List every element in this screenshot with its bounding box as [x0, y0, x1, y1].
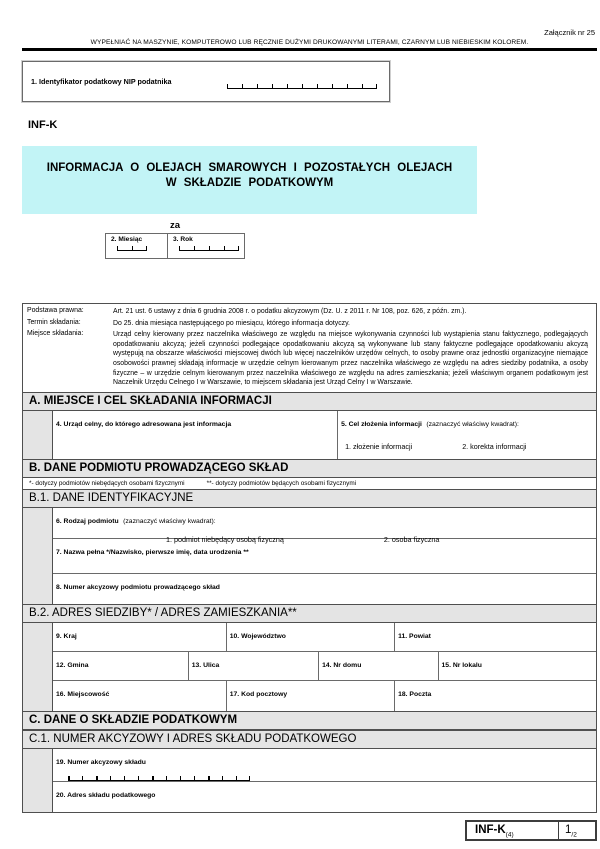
field-10-label: 10. Województwo: [229, 632, 286, 640]
month-label: 2. Miesiąc: [111, 236, 143, 243]
field-19-label: 19. Numer akcyzowy składu: [56, 758, 146, 766]
footer-page-current: 1: [565, 823, 572, 836]
section-b1-header: B.1. DANE IDENTYFIKACYJNE: [23, 489, 596, 508]
field-5-label: 5. Cel złożenia informacji: [341, 420, 422, 428]
section-b2-body: [23, 623, 596, 711]
section-a-header: A. MIEJSCE I CEL SKŁADANIA INFORMACJI: [23, 392, 596, 411]
field-11-label: 11. Powiat: [398, 632, 431, 640]
month-field[interactable]: [106, 234, 168, 258]
section-b2-gutter: [23, 623, 53, 711]
section-b1-gutter: [23, 508, 53, 604]
field-14-label: 14. Nr domu: [322, 661, 362, 669]
form-sheet: [22, 0, 597, 841]
field-17-label: 17. Kod pocztowy: [229, 690, 288, 698]
footer-form-version: (4): [505, 831, 514, 839]
section-c1-body: [23, 749, 596, 812]
year-field[interactable]: [168, 234, 239, 258]
field-19-warehouse-excise-number: [53, 749, 596, 781]
field-9-country[interactable]: [53, 623, 227, 651]
option-submission[interactable]: 1. złożenie informacji: [345, 441, 413, 451]
filing-place-label: Miejsce składania:: [27, 330, 84, 338]
field-18-post-office[interactable]: [395, 681, 596, 711]
period-box: [105, 233, 245, 259]
field-5-purpose: [338, 411, 596, 459]
footer-page-total: /2: [571, 831, 577, 839]
footer-page-number: [559, 822, 595, 839]
form-code: INF-K: [28, 119, 58, 131]
field-6-label: 6. Rodzaj podmiotu: [56, 517, 119, 525]
footer-form-code: [467, 822, 559, 839]
field-10-voivodeship[interactable]: [227, 623, 395, 651]
form-title-line2: W SKŁADZIE PODATKOWYM: [165, 177, 334, 189]
legal-basis-label: Podstawa prawna:: [27, 307, 84, 314]
option-natural-person[interactable]: 2. osoba fizyczna: [383, 534, 440, 544]
option-non-natural-person[interactable]: 1. podmiot niebędący osobą fizyczną: [166, 534, 284, 544]
footnote-natural-persons: **- dotyczy podmiotów będących osobami fizycznymi: [206, 479, 357, 487]
month-comb-input[interactable]: [117, 246, 167, 251]
field-7-label: 7. Nazwa pełna */Nazwisko, pierwsze imię, data urodzenia **: [56, 548, 249, 556]
section-a-body: [23, 411, 596, 459]
deadline-text: Do 25. dnia miesiąca następującego po miesiącu, którego informacja dotyczy.: [113, 319, 350, 327]
footnote-non-natural-persons: *- dotyczy podmiotów niebędących osobami fizycznymi: [29, 479, 185, 487]
filing-place-text: Urząd celny kierowany przez naczelnika właściwego ze względu na miejsce wykonywania czynności lub wystąpienia stanu faktycznego, podlegających opodatkowaniu akcyzą; jeżeli czynności podlegające opodatkowaniu akcyzą są wykonywane lub stany faktyczne podlegające opodatkowaniu akcyzą występują na obszarze właściwości miejscowej dwóch lub więcej naczelników urzędów celnych, to osoby prawne oraz jednostki organizacyjne niemające osobowości prawnej składają informacje w urzędzie celnym kierowanym przez naczelnika właściwego ze względu na adres siedziby podatnika, a osoby fizyczne – w urzędzie celnym kierowanym przez naczelnika właściwego ze względu na adres zamieszkania; jeżeli właściwym organem podatkowym jest Naczelnik Urzędu Celnego I w Warszawie, to miejscem składania jest Urząd Celny I w Warszawie.: [113, 331, 588, 387]
field-20-warehouse-address[interactable]: [53, 782, 596, 812]
form-title-bar: [22, 146, 477, 214]
warehouse-number-comb-input[interactable]: [68, 776, 593, 781]
deadline-label: Termin składania:: [27, 318, 81, 326]
nip-comb-input[interactable]: [227, 84, 377, 89]
field-12-label: 12. Gmina: [56, 661, 89, 669]
form-body: [22, 303, 597, 813]
field-4-label: 4. Urząd celny, do którego adresowana jest informacja: [56, 420, 232, 428]
field-16-city[interactable]: [53, 681, 227, 711]
field-8-label: 8. Numer akcyzowy podmiotu prowadzącego skład: [56, 583, 220, 591]
form-title-line1: INFORMACJA O OLEJACH SMAROWYCH I POZOSTAŁYCH OLEJACH: [46, 162, 453, 174]
section-b-footnotes: [23, 478, 596, 489]
field-20-label: 20. Adres składu podatkowego: [56, 791, 156, 799]
field-5-note: (zaznaczyć właściwy kwadrat):: [426, 420, 519, 428]
field-13-label: 13. Ulica: [191, 661, 220, 669]
header-rule: [22, 48, 597, 51]
attachment-number: Załącznik nr 25: [544, 28, 595, 37]
field-11-county[interactable]: [395, 623, 596, 651]
section-c1-header: C.1. NUMER AKCYZOWY I ADRES SKŁADU PODATKOWEGO: [23, 730, 596, 749]
section-b1-body: [23, 508, 596, 604]
field-13-street[interactable]: [189, 652, 319, 680]
field-12-commune[interactable]: [53, 652, 189, 680]
field-6-entity-type: [53, 508, 596, 544]
period-for-label: za: [169, 220, 181, 231]
footer-form-id-box: [465, 820, 597, 841]
field-18-label: 18. Poczta: [398, 690, 432, 698]
field-17-postal-code[interactable]: [227, 681, 395, 711]
footer-form-code-text: INF-K: [475, 823, 506, 836]
nip-field-box[interactable]: [22, 61, 390, 102]
field-16-label: 16. Miejscowość: [56, 690, 110, 698]
field-6-note: (zaznaczyć właściwy kwadrat):: [123, 517, 216, 525]
section-b-header: B. DANE PODMIOTU PROWADZĄCEGO SKŁAD: [23, 459, 596, 478]
year-label: 3. Rok: [173, 236, 193, 243]
field-7-full-name[interactable]: [53, 539, 596, 573]
option-correction[interactable]: 2. korekta informacji: [462, 441, 527, 451]
section-b2-header: B.2. ADRES SIEDZIBY* / ADRES ZAMIESZKANIA**: [23, 604, 596, 623]
section-a-gutter: [23, 411, 53, 459]
field-14-house-number[interactable]: [319, 652, 438, 680]
field-8-excise-number[interactable]: [53, 574, 596, 604]
section-c-header: C. DANE O SKŁADZIE PODATKOWYM: [23, 711, 596, 730]
legal-basis-text: Art. 21 ust. 6 ustawy z dnia 6 grudnia 2008 r. o podatku akcyzowym (Dz. U. z 2011 r. Nr 108, poz. 626, z późn. zm.).: [113, 308, 467, 315]
section-c1-gutter: [23, 749, 53, 812]
field-4-customs-office[interactable]: [53, 411, 338, 459]
field-9-label: 9. Kraj: [56, 632, 77, 640]
field-15-flat-number[interactable]: [439, 652, 596, 680]
nip-label: 1. Identyfikator podatkowy NIP podatnika: [31, 77, 172, 86]
field-15-label: 15. Nr lokalu: [441, 661, 482, 669]
year-comb-input[interactable]: [179, 246, 239, 251]
fill-instruction: WYPEŁNIAĆ NA MASZYNIE, KOMPUTEROWO LUB RĘCZNIE DUŻYMI DRUKOWANYMI LITERAMI, CZARNYM LUB NIEBIESKIM KOLOREM.: [90, 39, 529, 46]
legal-info-block: [23, 304, 596, 392]
